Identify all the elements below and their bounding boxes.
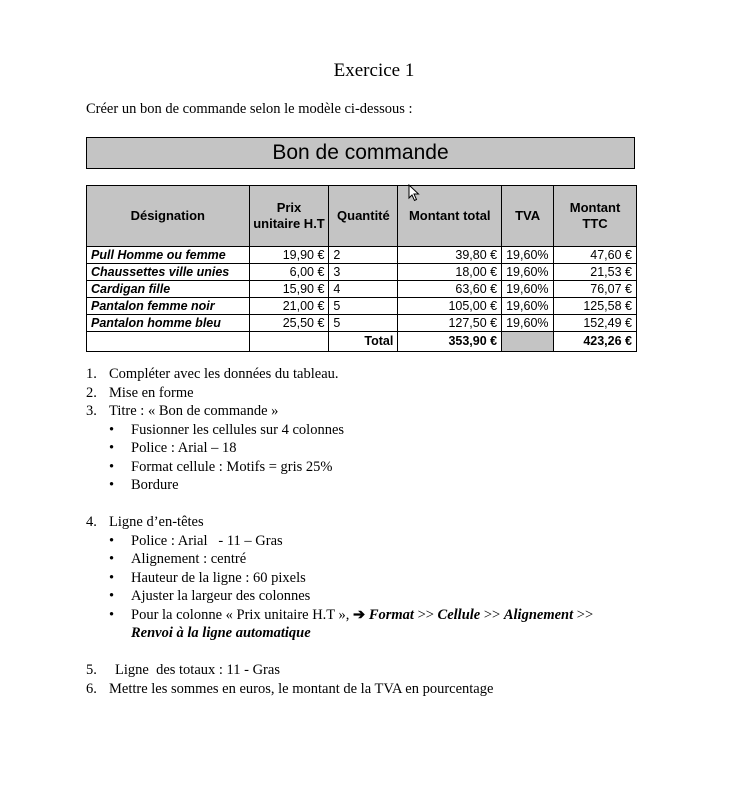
cell-quantite: 3 (329, 264, 398, 281)
cell-quantite: 2 (329, 247, 398, 264)
bullet-icon: • (109, 421, 115, 438)
bon-de-commande-banner: Bon de commande (86, 137, 635, 169)
cell-tva: 19,60% (502, 298, 554, 315)
cell-ttc: 125,58 € (554, 298, 637, 315)
bullet-icon: • (109, 532, 115, 549)
cell-ttc: 47,60 € (554, 247, 637, 264)
cell-ttc: 76,07 € (554, 281, 637, 298)
bullet-item: • Hauteur de la ligne : 60 pixels (109, 569, 306, 586)
bullet-icon: • (109, 588, 115, 604)
list-item: 3. Titre : « Bon de commande » (86, 403, 279, 419)
table-row (87, 315, 637, 332)
cell-tva: 19,60% (502, 315, 554, 332)
cell-montant: 127,50 € (398, 315, 502, 332)
header-ttc: Montant TTC (554, 186, 637, 247)
bullet-icon: • (109, 551, 115, 567)
bullet-icon: • (109, 440, 115, 456)
cell-quantite: 4 (329, 281, 398, 298)
bullet-icon: • (109, 569, 115, 586)
cell-quantite: 5 (329, 298, 398, 315)
cell-ttc: 21,53 € (554, 264, 637, 281)
cell-montant: 105,00 € (398, 298, 502, 315)
total-tva-empty (502, 332, 554, 352)
bullet-item: • Pour la colonne « Prix unitaire H.T », ➔ Format >> Cellule >> Alignement >> (109, 606, 594, 623)
total-row (87, 332, 637, 352)
list-item: 4. Ligne d’en-têtes (86, 514, 204, 530)
list-item: 6. Mettre les sommes en euros, le montant de la TVA en pourcentage (86, 680, 494, 697)
bullet-icon: • (109, 606, 115, 623)
bullet-item: • Police : Arial - 11 – Gras (109, 532, 283, 549)
header-quantite: Quantité (329, 186, 398, 247)
cell-designation: Pantalon femme noir (87, 298, 250, 315)
bullet-item: • Police : Arial – 18 (109, 440, 237, 456)
mouse-cursor-icon (408, 184, 420, 202)
cell-designation: Chaussettes ville unies (87, 264, 250, 281)
cell-prix: 19,90 € (249, 247, 329, 264)
list-item: 2. Mise en forme (86, 384, 194, 401)
renvoi-text: Renvoi à la ligne automatique (131, 625, 311, 641)
instructions-list (86, 365, 593, 698)
cell-montant: 18,00 € (398, 264, 502, 281)
table-row (87, 281, 637, 298)
header-prix: Prix unitaire H.T (249, 186, 329, 247)
cell-tva: 19,60% (502, 264, 554, 281)
header-montant: Montant total (398, 186, 502, 247)
bullet-icon: • (109, 458, 115, 475)
arrow-icon: ➔ (353, 606, 366, 623)
bullet-icon: • (109, 477, 115, 493)
bullet-item: • Bordure (109, 477, 179, 493)
bullet-item: • Ajuster la largeur des colonnes (109, 588, 311, 604)
header-tva: TVA (502, 186, 554, 247)
cell-prix: 15,90 € (249, 281, 329, 298)
list-item: 5. Ligne des totaux : 11 - Gras (86, 662, 280, 678)
table-row (87, 298, 637, 315)
cell-montant: 63,60 € (398, 281, 502, 298)
order-table (86, 185, 637, 352)
header-row (87, 186, 637, 247)
list-item: 1. Compléter avec les données du tableau. (86, 366, 339, 382)
cell-designation: Pantalon homme bleu (87, 315, 250, 332)
intro-text: Créer un bon de commande selon le modèle ci-dessous : (86, 101, 413, 117)
cell-prix: 21,00 € (249, 298, 329, 315)
cell-prix: 6,00 € (249, 264, 329, 281)
page-title: Exercice 1 (333, 60, 415, 81)
table-row (87, 247, 637, 264)
table-row (87, 264, 637, 281)
cell-ttc: 152,49 € (554, 315, 637, 332)
cell-tva: 19,60% (502, 247, 554, 264)
header-designation: Désignation (87, 186, 250, 247)
cell-designation: Cardigan fille (87, 281, 250, 298)
total-montant: 353,90 € (398, 332, 502, 352)
cell-prix: 25,50 € (249, 315, 329, 332)
cell-tva: 19,60% (502, 281, 554, 298)
bullet-item: • Format cellule : Motifs = gris 25% (109, 458, 333, 475)
bullet-item: • Alignement : centré (109, 551, 247, 567)
cell-designation: Pull Homme ou femme (87, 247, 250, 264)
cell-montant: 39,80 € (398, 247, 502, 264)
cell-quantite: 5 (329, 315, 398, 332)
bullet-item: • Fusionner les cellules sur 4 colonnes (109, 421, 345, 438)
total-label: Total (329, 332, 398, 352)
total-ttc: 423,26 € (554, 332, 637, 352)
